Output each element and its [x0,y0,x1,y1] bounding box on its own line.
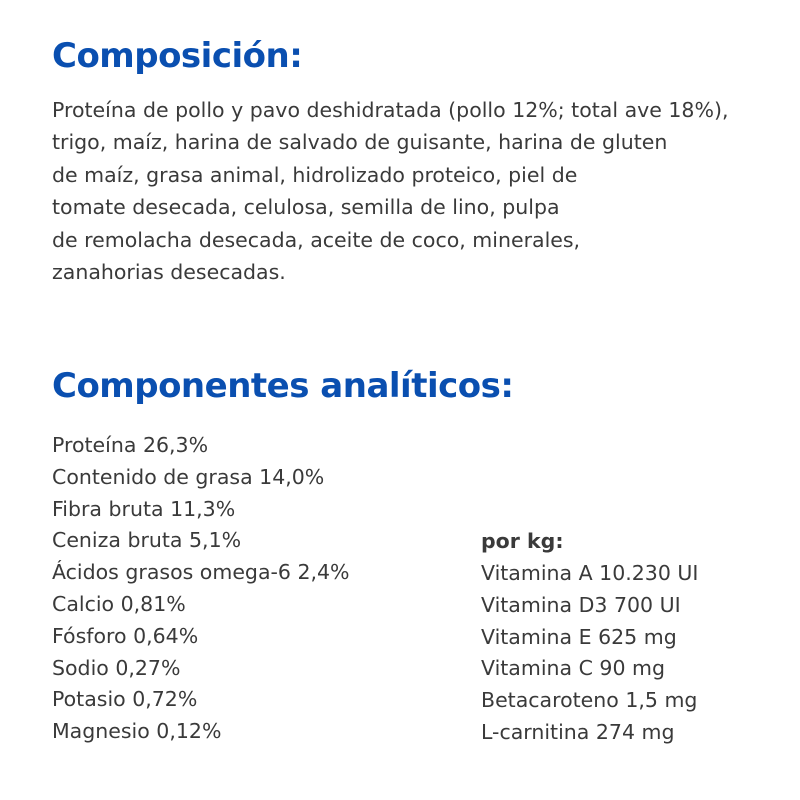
analytic-components-list [52,430,350,748]
analytic-item: Ácidos grasos omega-6 2,4% [52,560,350,585]
vitamin-item: Vitamina E 625 mg [481,624,677,649]
analytic-item: Potasio 0,72% [52,687,198,712]
composition-line: de maíz, grasa animal, hidrolizado proteico, piel de [52,162,578,187]
per-kg-heading: por kg: [481,529,564,553]
composition-heading: Composición: [52,36,303,76]
vitamin-item: Vitamina D3 700 UI [481,592,681,617]
composition-line: zanahorias desecadas. [52,260,286,285]
composition-line: Proteína de pollo y pavo deshidratada (pollo 12%; total ave 18%), [52,98,729,122]
per-kg-list [481,558,698,749]
analytic-components-heading: Componentes analíticos: [52,366,514,406]
vitamin-item: L-carnitina 274 mg [481,719,675,744]
analytic-item: Sodio 0,27% [52,655,181,680]
analytic-item: Ceniza bruta 5,1% [52,528,242,553]
composition-text [52,94,792,288]
composition-line: trigo, maíz, harina de salvado de guisante, harina de gluten [52,130,668,155]
vitamin-item: Betacaroteno 1,5 mg [481,688,698,713]
vitamin-item: Vitamina C 90 mg [481,656,666,681]
analytic-item: Fibra bruta 11,3% [52,496,236,521]
analytic-item: Contenido de grasa 14,0% [52,464,325,489]
composition-line: de remolacha desecada, aceite de coco, minerales, [52,227,581,252]
analytic-item: Magnesio 0,12% [52,719,222,744]
analytic-item: Calcio 0,81% [52,591,186,616]
composition-line: tomate desecada, celulosa, semilla de lino, pulpa [52,195,560,220]
vitamin-item: Vitamina A 10.230 UI [481,561,699,585]
analytic-item: Fósforo 0,64% [52,623,199,648]
analytic-item: Proteína 26,3% [52,433,209,457]
